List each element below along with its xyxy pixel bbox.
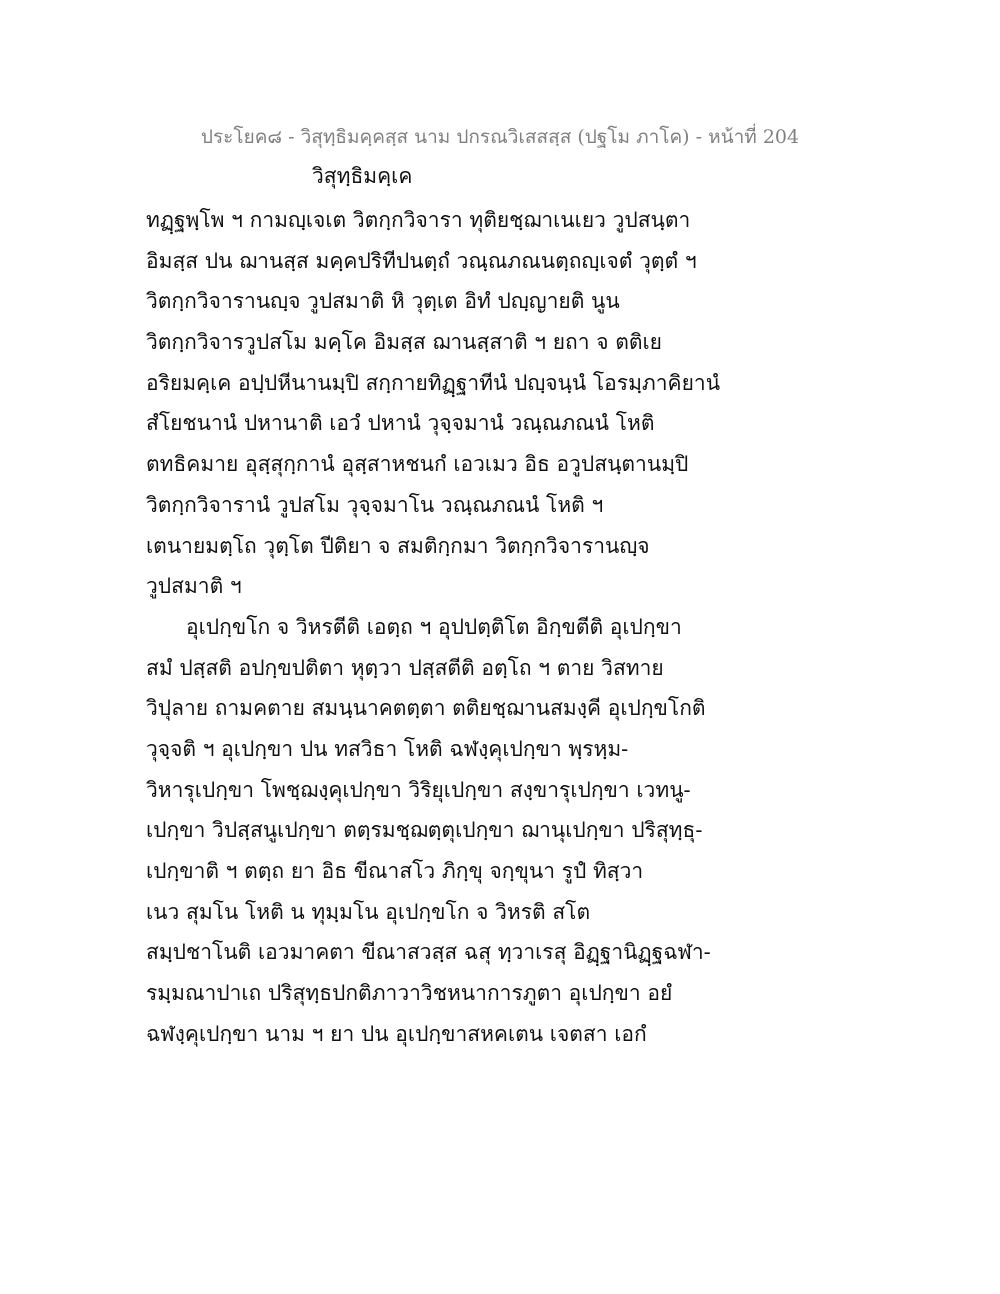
text-line: ทฏฺฐพฺโพ ฯ กามญฺเจเต วิตกฺกวิจารา ทุติยชฺฌาเนเยว วูปสนฺตา	[146, 208, 691, 232]
text-line: ตทธิคมาย อุสฺสุกฺกานํ อุสฺสาหชนกํ เอวเมว อิธ อวูปสนฺตานมฺปิ	[146, 452, 689, 477]
text-line: เนว สุมโน โหติ น ทุมฺมโน อุเปกฺขโก จ วิหรติ สโต	[146, 899, 591, 924]
text-line: เปกฺขา วิปสฺสนูเปกฺขา ตตฺรมชฺฌตฺตุเปกฺขา ฌานุเปกฺขา ปริสุทฺธุ-	[146, 818, 703, 843]
text-line: วิปุลาย ถามคตาย สมนฺนาคตตฺตา ตติยชฺฌานสมงฺคี อุเปกฺขโกติ	[146, 696, 706, 721]
text-line: อิมสฺส ปน ฌานสฺส มคฺคปริทีปนตฺถํ วณฺณภณนตฺถญฺเจตํ วุตฺตํ ฯ	[146, 248, 697, 273]
text-line: วิตกฺกวิจารวูปสโม มคฺโค อิมสฺส ฌานสฺสาติ ฯ ยถา จ ตติเย	[146, 330, 662, 355]
text-line: เปกฺขาติ ฯ ตตฺถ ยา อิธ ขีณาสโว ภิกฺขุ จกฺขุนา รูปํ ทิสฺวา	[146, 859, 644, 883]
text-line: รมฺมณาปาเถ ปริสุทฺธปกติภาวาวิชหนาการภูตา อุเปกฺขา อยํ	[146, 981, 673, 1006]
text-line: สมํ ปสฺสติ อปกฺขปติตา หุตฺวา ปสฺสตีติ อตฺโถ ฯ ตาย วิสทาย	[146, 655, 664, 680]
text-line: วิตกฺกวิจารานญฺจ วูปสมาติ หิ วุตฺเต อิทํ ปญฺญายติ นูน	[146, 289, 620, 314]
text-line: ฉฬงฺคุเปกฺขา นาม ฯ ยา ปน อุเปกฺขาสหคเตน เจตสา เอกํ	[146, 1021, 647, 1046]
text-line: วุจฺจติ ฯ อุเปกฺขา ปน ทสวิธา โหติ ฉฬงฺคุเปกฺขา พฺรหฺม-	[146, 736, 629, 761]
text-line: สํโยชนานํ ปหานาติ เอวํ ปหานํ วุจฺจมานํ วณฺณภณนํ โหติ	[146, 411, 655, 436]
text-line: สมฺปชาโนติ เอวมาคตา ขีณาสวสฺส ฉสุ ทฺวาเรสุ อิฏฺฐานิฏฺฐฉฬา-	[146, 940, 711, 965]
text-line: อุเปกฺขโก จ วิหรตีติ เอตฺถ ฯ อุปปตฺติโต อิกฺขตีติ อุเปกฺขา	[186, 614, 682, 639]
page-header: ประโยค๘ - วิสุทฺธิมคฺคสฺส นาม ปกรณวิเสสสฺส (ปฐโม ภาโค) - หน้าที่ 204	[200, 126, 800, 148]
text-line: เตนายมตฺโถ วุตฺโต ปีติยา จ สมติกฺกมา วิตกฺกวิจารานญฺจ	[146, 533, 650, 558]
body-text	[146, 200, 721, 1054]
text-line: วูปสมาติ ฯ	[146, 574, 242, 599]
text-line: อริยมคฺเค อปฺปหีนานมฺปิ สกฺกายทิฏฺฐาทีนํ ปญฺจนฺนํ โอรมฺภาคิยานํ	[146, 370, 721, 395]
text-line: วิตกฺกวิจารานํ วูปสโม วุจฺจมาโน วณฺณภณนํ โหติ ฯ	[146, 492, 604, 517]
text-line: วิหารุเปกฺขา โพชฺฌงฺคุเปกฺขา วิริยุเปกฺขา สงฺขารุเปกฺขา เวทนู-	[146, 777, 691, 802]
running-heading: วิสุทฺธิมคฺเค	[312, 164, 413, 188]
